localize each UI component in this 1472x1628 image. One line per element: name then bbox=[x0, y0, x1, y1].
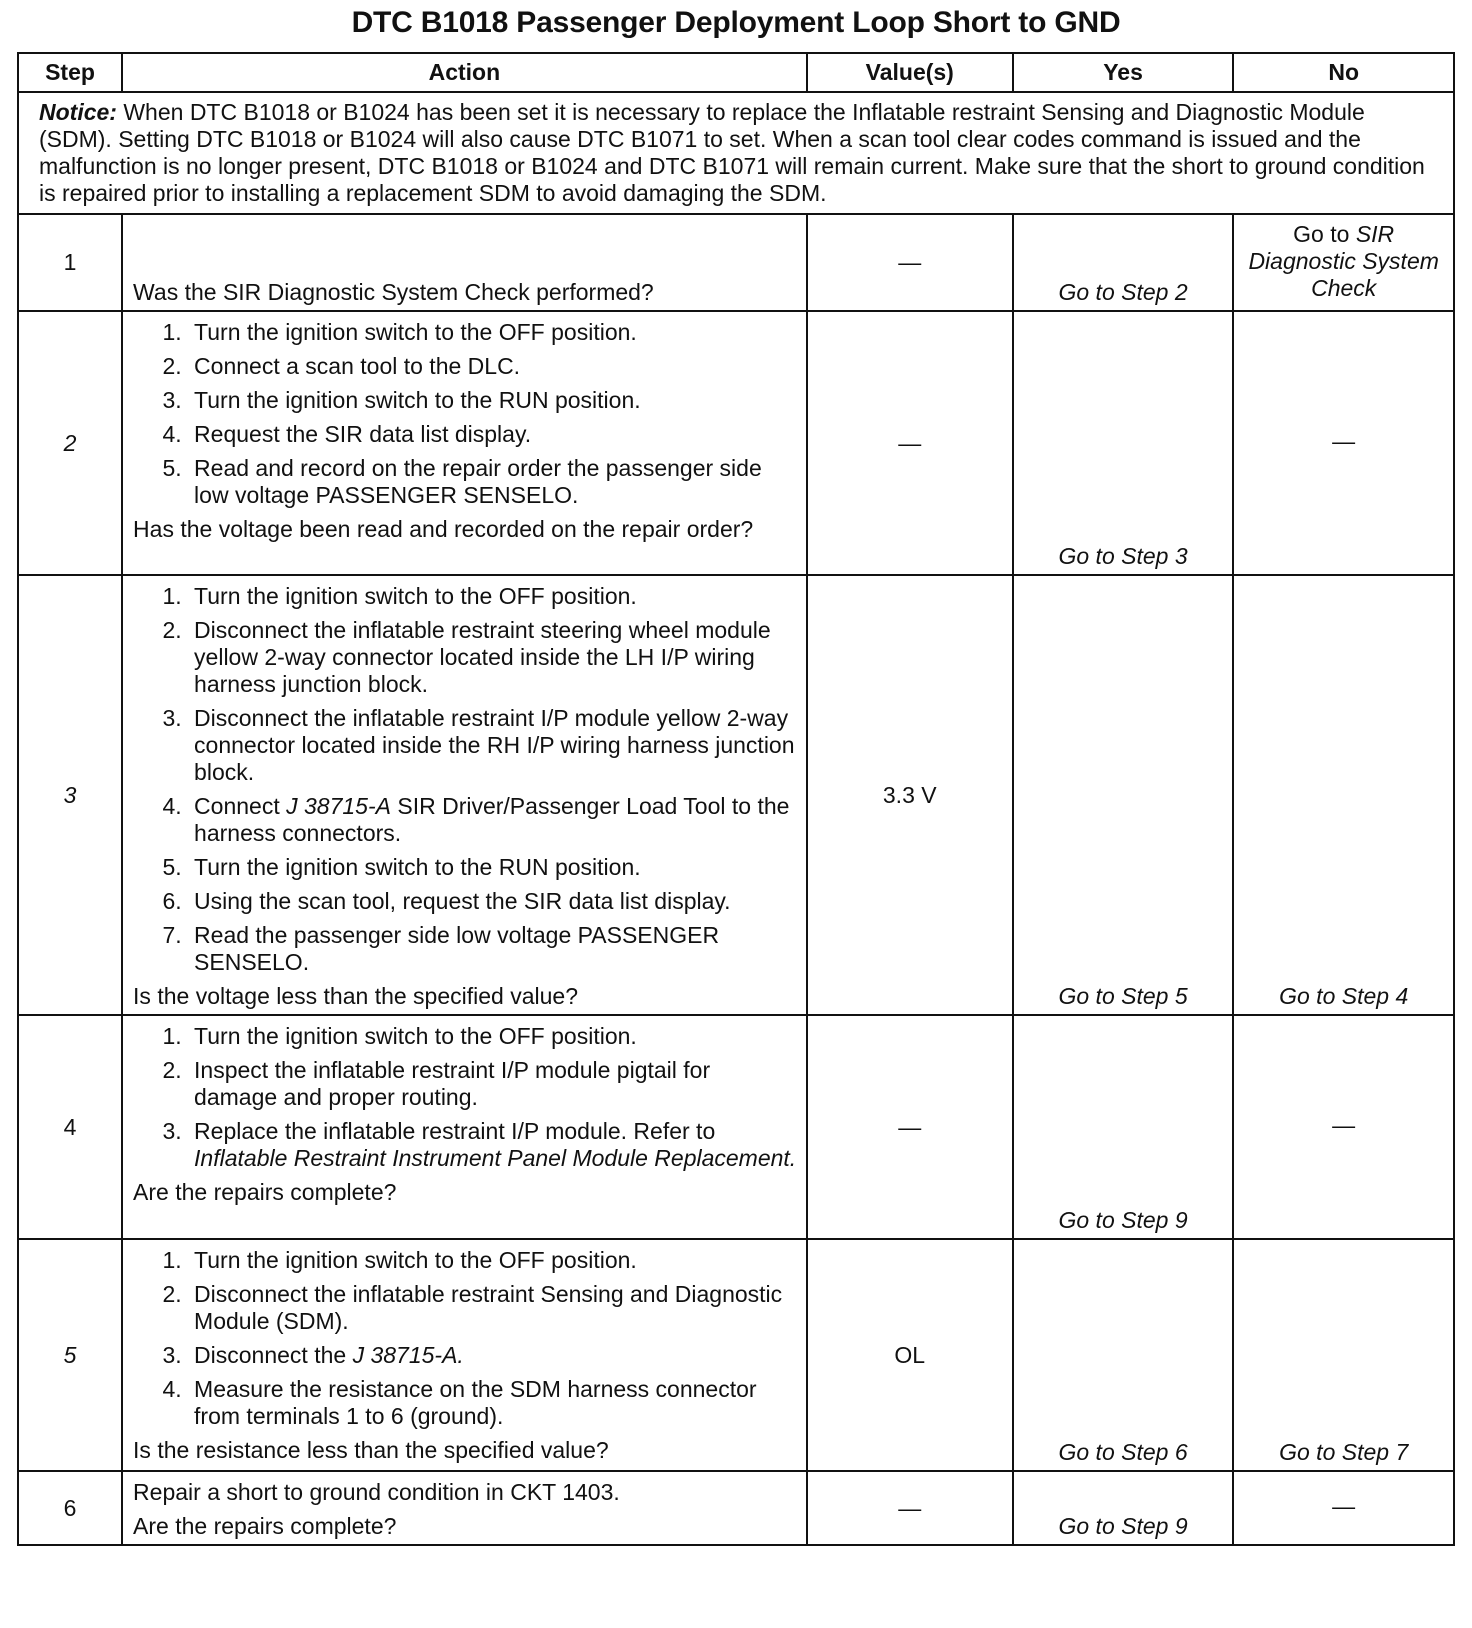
diagnostic-table bbox=[17, 52, 1455, 1546]
step-number: 4 bbox=[18, 1015, 122, 1239]
step-number: 6 bbox=[18, 1471, 122, 1545]
header-no: No bbox=[1233, 53, 1454, 92]
action-cell bbox=[122, 1239, 807, 1471]
header-action: Action bbox=[122, 53, 807, 92]
list-item bbox=[188, 1342, 798, 1369]
step-list bbox=[133, 583, 798, 976]
item-prefix: Replace the inflatable restraint I/P module. Refer to bbox=[194, 1118, 716, 1144]
yes-cell: Go to Step 3 bbox=[1013, 311, 1234, 575]
question: Is the resistance less than the specified value? bbox=[133, 1437, 609, 1463]
action-cell bbox=[122, 1471, 807, 1545]
value-cell: OL bbox=[807, 1239, 1013, 1471]
no-cell: — bbox=[1233, 1015, 1454, 1239]
value-cell: — bbox=[807, 214, 1013, 311]
action-line: Repair a short to ground condition in CKT 1403. bbox=[133, 1479, 620, 1505]
list-item: 5. Read and record on the repair order the passenger side low voltage PASSENGER SENSELO. bbox=[188, 455, 798, 509]
notice-label: Notice: bbox=[39, 99, 117, 125]
yes-cell: Go to Step 2 bbox=[1013, 214, 1234, 311]
list-item: 2. Inspect the inflatable restraint I/P module pigtail for damage and proper routing. bbox=[188, 1057, 798, 1111]
tool-ref: J 38715-A. bbox=[352, 1342, 464, 1368]
header-row bbox=[18, 53, 1454, 92]
page-title: DTC B1018 Passenger Deployment Loop Short to GND bbox=[351, 6, 1121, 39]
no-italic: SIR Diagnostic System Check bbox=[1248, 221, 1439, 301]
list-item: 1. Turn the ignition switch to the OFF position. bbox=[188, 583, 798, 610]
list-item: 3. Turn the ignition switch to the RUN position. bbox=[188, 387, 798, 414]
list-item bbox=[188, 1118, 798, 1172]
header-yes: Yes bbox=[1013, 53, 1234, 92]
table-row bbox=[18, 1239, 1454, 1471]
list-item: 3. Disconnect the inflatable restraint I/P module yellow 2-way connector located inside the RH I/P wiring harness junction block. bbox=[188, 705, 798, 786]
tool-ref: J 38715-A bbox=[286, 793, 391, 819]
value-cell: 3.3 V bbox=[807, 575, 1013, 1015]
list-item: 7. Read the passenger side low voltage PASSENGER SENSELO. bbox=[188, 922, 798, 976]
no-prefix: Go to bbox=[1293, 221, 1356, 247]
step-number: 5 bbox=[18, 1239, 122, 1471]
step-number: 3 bbox=[18, 575, 122, 1015]
header-step: Step bbox=[18, 53, 122, 92]
list-item: 4. Measure the resistance on the SDM harness connector from terminals 1 to 6 (ground). bbox=[188, 1376, 798, 1430]
notice bbox=[18, 92, 1454, 214]
list-item: 2. Connect a scan tool to the DLC. bbox=[188, 353, 798, 380]
step-number: 2 bbox=[18, 311, 122, 575]
step-list bbox=[133, 1023, 798, 1172]
yes-cell: Go to Step 9 bbox=[1013, 1015, 1234, 1239]
table-row bbox=[18, 1471, 1454, 1545]
item-prefix: Connect bbox=[194, 793, 287, 819]
no-cell: Go to Step 4 bbox=[1233, 575, 1454, 1015]
step-list bbox=[133, 1247, 798, 1430]
list-item: 4. Request the SIR data list display. bbox=[188, 421, 798, 448]
table-row bbox=[18, 311, 1454, 575]
table-row bbox=[18, 575, 1454, 1015]
step-list bbox=[133, 319, 798, 509]
list-item: 2. Disconnect the inflatable restraint Sensing and Diagnostic Module (SDM). bbox=[188, 1281, 798, 1335]
list-item: 1. Turn the ignition switch to the OFF position. bbox=[188, 319, 798, 346]
list-item: 1. Turn the ignition switch to the OFF position. bbox=[188, 1023, 798, 1050]
question: Has the voltage been read and recorded on the repair order? bbox=[133, 516, 754, 542]
action-cell bbox=[122, 575, 807, 1015]
list-item: 6. Using the scan tool, request the SIR data list display. bbox=[188, 888, 798, 915]
no-cell: Go to Step 7 bbox=[1233, 1239, 1454, 1471]
table-row bbox=[18, 214, 1454, 311]
notice-row bbox=[18, 92, 1454, 214]
value-cell: — bbox=[807, 311, 1013, 575]
action-cell bbox=[122, 311, 807, 575]
doc-ref: Inflatable Restraint Instrument Panel Module Replacement. bbox=[194, 1145, 797, 1171]
action-cell bbox=[122, 1015, 807, 1239]
no-cell bbox=[1233, 214, 1454, 311]
question: Are the repairs complete? bbox=[133, 1513, 397, 1539]
list-item: 2. Disconnect the inflatable restraint steering wheel module yellow 2-way connector located inside the LH I/P wiring harness junction block. bbox=[188, 617, 798, 698]
value-cell: — bbox=[807, 1471, 1013, 1545]
question: Are the repairs complete? bbox=[133, 1179, 397, 1205]
list-item bbox=[188, 793, 798, 847]
notice-text: When DTC B1018 or B1024 has been set it is necessary to replace the Inflatable restraint Sensing and Diagnostic Module (SDM). Setting DTC B1018 or B1024 will also cause DTC B1071 to set. When a scan tool clear codes command is issued and the malfunction is no longer present, DTC B1018 or B1024 and DTC B1071 will remain current. Make sure that the short to ground condition is repaired prior to installing a replacement SDM to avoid damaging the SDM. bbox=[39, 99, 1425, 206]
item-rest: SIR Driver/Passenger Load Tool to the harness connectors. bbox=[194, 793, 790, 846]
question: Was the SIR Diagnostic System Check performed? bbox=[133, 279, 654, 305]
question: Is the voltage less than the specified value? bbox=[133, 983, 578, 1009]
list-item: 1. Turn the ignition switch to the OFF position. bbox=[188, 1247, 798, 1274]
yes-cell: Go to Step 9 bbox=[1013, 1471, 1234, 1545]
action-cell bbox=[122, 214, 807, 311]
no-cell: — bbox=[1233, 1471, 1454, 1545]
item-prefix: Disconnect the bbox=[194, 1342, 353, 1368]
yes-cell: Go to Step 6 bbox=[1013, 1239, 1234, 1471]
value-cell: — bbox=[807, 1015, 1013, 1239]
yes-cell: Go to Step 5 bbox=[1013, 575, 1234, 1015]
step-number: 1 bbox=[18, 214, 122, 311]
header-values: Value(s) bbox=[807, 53, 1013, 92]
table-row bbox=[18, 1015, 1454, 1239]
list-item: 5. Turn the ignition switch to the RUN position. bbox=[188, 854, 798, 881]
no-cell: — bbox=[1233, 311, 1454, 575]
